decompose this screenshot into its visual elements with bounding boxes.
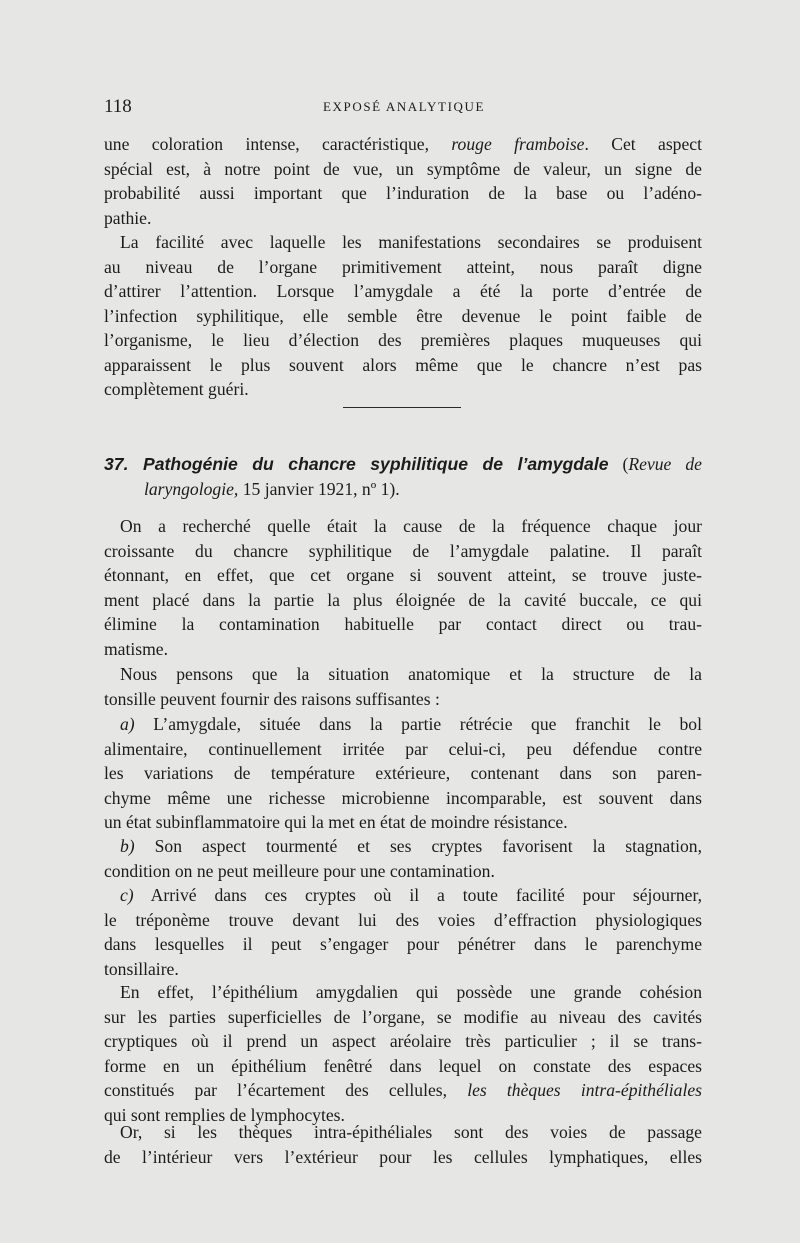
text-line: tonsille peuvent fournir des raisons suffisantes : — [104, 688, 440, 709]
italic-term: les thèques intra-épithéliales — [467, 1080, 702, 1100]
text-line: matisme. — [104, 638, 169, 659]
paragraph — [104, 230, 702, 402]
paragraph — [104, 132, 702, 230]
text-line: d’attirer l’attention. Lorsque l’amygdale a été la porte d’entrée de — [104, 281, 702, 301]
text-line: a) L’amygdale, située dans la partie rétrécie que franchit le bol — [120, 714, 702, 734]
text-line: alimentaire, continuellement irritée par celui-ci, peu défendue contre — [104, 738, 702, 759]
text-line — [104, 477, 702, 502]
text-line: qui sont remplies de lymphocytes. — [104, 1104, 345, 1125]
text-line: spécial est, à notre point de vue, un symptôme de valeur, un signe de — [104, 158, 702, 179]
text-line: au niveau de l’organe primitivement atteint, nous paraît digne — [104, 256, 702, 277]
paragraph — [104, 662, 702, 711]
text-line: pathie. — [104, 207, 152, 228]
entry-title: 37. Pathogénie du chancre syphilitique de l’amygdale — [104, 454, 609, 474]
list-item-a — [104, 712, 702, 835]
text-line: chyme même une richesse microbienne incomparable, est souvent dans — [104, 787, 702, 808]
list-marker: a) — [120, 714, 135, 734]
text-line: condition on ne peut meilleure pour une contamination. — [104, 860, 495, 881]
text-line: élimine la contamination habituelle par contact direct ou trau- — [104, 614, 702, 634]
text-line: 37. Pathogénie du chancre syphilitique de l’amygdale (Revue de — [104, 454, 702, 474]
italic-term: rouge framboise — [451, 134, 585, 154]
page-header — [104, 96, 704, 118]
text-line: le tréponème trouve devant lui des voies d’effraction physiologiques — [104, 909, 702, 930]
text-line: les variations de température extérieure, contenant dans son paren- — [104, 763, 702, 783]
text-line: croissante du chancre syphilitique de l’amygdale palatine. Il paraît — [104, 540, 702, 561]
text-line: Or, si les thèques intra-épithéliales sont des voies de passage — [120, 1122, 702, 1142]
text-line: cryptiques où il prend un aspect aréolaire très particulier ; il se trans- — [104, 1031, 702, 1051]
page-number: 118 — [104, 96, 132, 117]
text-line: b) Son aspect tourmenté et ses cryptes favorisent la stagnation, — [120, 836, 702, 856]
text-line: constitués par l’écartement des cellules, les thèques intra-épithéliales — [104, 1080, 702, 1100]
text-line: un état subinflammatoire qui la met en état de moindre résistance. — [104, 812, 568, 832]
text-line: une coloration intense, caractéristique, rouge framboise. Cet aspect — [104, 134, 702, 154]
entry-heading — [104, 452, 702, 501]
text-line: c) Arrivé dans ces cryptes où il a toute facilité pour séjourner, — [120, 885, 702, 905]
text-line: sur les parties superficielles de l’organe, se modifie au niveau des cavités — [104, 1006, 702, 1027]
text-line: étonnant, en effet, que cet organe si souvent atteint, se trouve juste- — [104, 565, 702, 585]
publication-date: 15 janvier 1921, nº 1). — [238, 478, 400, 499]
list-marker: c) — [120, 885, 134, 905]
text-line: probabilité aussi important que l’induration de la base ou l’adéno- — [104, 183, 702, 203]
text-line: apparaissent le plus souvent alors même que le chancre n’est pas — [104, 354, 702, 375]
list-item-b — [104, 834, 702, 883]
text-line: l’organisme, le lieu d’élection des premières plaques muqueuses qui — [104, 330, 702, 350]
list-item-c — [104, 883, 702, 981]
text-line: complètement guéri. — [104, 379, 249, 399]
paragraph — [104, 1120, 702, 1169]
paragraph — [104, 514, 702, 661]
text-line: tonsillaire. — [104, 958, 179, 979]
text-line: forme en un épithélium fenêtré dans lequel on constate des espaces — [104, 1055, 702, 1076]
section-divider — [343, 407, 461, 408]
running-head: EXPOSÉ ANALYTIQUE — [322, 99, 486, 114]
text-line: En effet, l’épithélium amygdalien qui possède une grande cohésion — [120, 982, 702, 1002]
list-marker: b) — [120, 836, 135, 856]
paragraph — [104, 980, 702, 1127]
journal-name: Revue de — [628, 454, 702, 474]
text-line: ment placé dans la partie la plus éloignée de la cavité buccale, ce qui — [104, 589, 702, 610]
text-line: Nous pensons que la situation anatomique et la structure de la — [120, 664, 702, 684]
text-line: de l’intérieur vers l’extérieur pour les cellules lymphatiques, elles — [104, 1146, 702, 1167]
text-line: On a recherché quelle était la cause de la fréquence chaque jour — [120, 516, 702, 536]
journal-name-cont: laryngologie, — [144, 478, 239, 499]
text-line: l’infection syphilitique, elle semble être devenue le point faible de — [104, 305, 702, 326]
text-line: dans lesquelles il peut s’engager pour pénétrer dans le parenchyme — [104, 934, 702, 954]
text-line: La facilité avec laquelle les manifestations secondaires se produisent — [120, 232, 702, 252]
